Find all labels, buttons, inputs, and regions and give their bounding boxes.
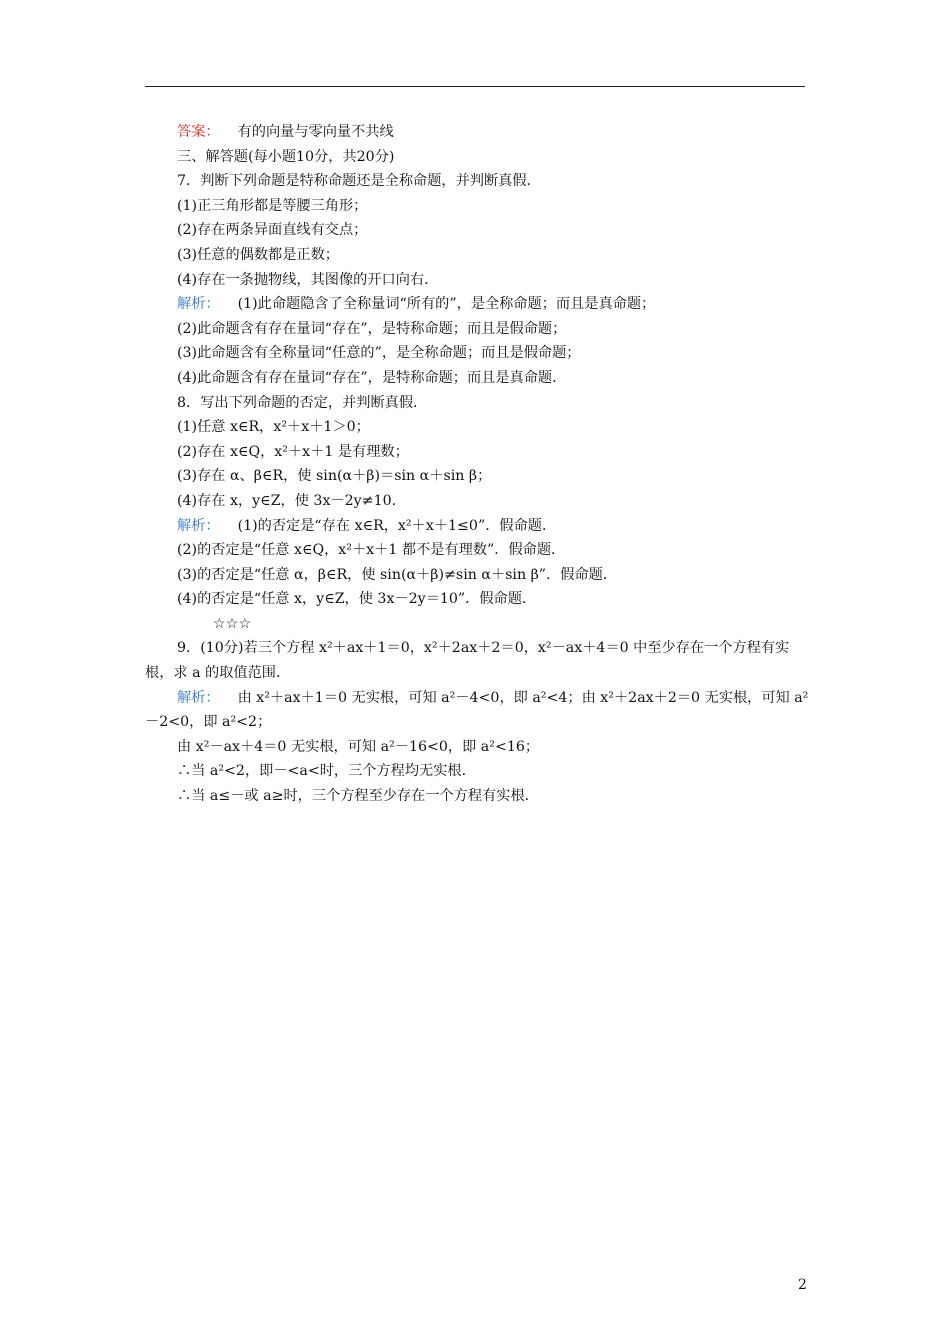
q8-solution-3: (3)的否定是“任意 α，β∈R，使 sin(α＋β)≠sin α＋sin β”．假命题． xyxy=(177,566,618,583)
q8-stem: 8．写出下列命题的否定，并判断真假． xyxy=(177,394,428,411)
q9-stem: 9．(10分)若三个方程 x²＋ax＋1＝0，x²＋2ax＋2＝0，x²－ax＋4＝0 中至少存在一个方程有实根，求 a 的取值范围． xyxy=(145,640,790,682)
q9-solution-1: 由 x²＋ax＋1＝0 无实根，可知 a²－4<0，即 a²<4；由 x²＋2ax＋2＝0 无实根，可知 a²－2<0，即 a²<2； xyxy=(145,689,809,731)
answer-text: 有的向量与零向量不共线 xyxy=(237,124,394,140)
q8-item-1: (1)任意 x∈R，x²＋x＋1＞0； xyxy=(177,419,370,436)
q9-solution-line-1 xyxy=(145,686,810,735)
q7-item-1: (1)正三角形都是等腰三角形； xyxy=(177,197,368,214)
q8-solution-1: (1)的否定是“存在 x∈R，x²＋x＋1≤0”．假命题． xyxy=(237,517,557,534)
header-rule xyxy=(145,86,805,87)
q8-solution-4: (4)的否定是“任意 x，y∈Z，使 3x－2y＝10”．假命题． xyxy=(177,591,537,608)
answer-line xyxy=(145,120,810,145)
q8-item-2: (2)存在 x∈Q，x²＋x＋1 是有理数； xyxy=(177,443,409,460)
q7-item-3: (3)任意的偶数都是正数； xyxy=(177,246,339,263)
q7-solution-line-1 xyxy=(145,292,810,317)
document-body xyxy=(145,120,810,809)
q9-solution-label: 解析： xyxy=(177,689,220,706)
q7-solution-2: (2)此命题含有存在量词“存在”，是特称命题；而且是假命题； xyxy=(177,320,567,337)
page-number: 2 xyxy=(798,1277,807,1293)
answer-label: 答案： xyxy=(177,124,220,140)
q7-stem: 7．判断下列命题是特称命题还是全称命题，并判断真假． xyxy=(177,173,541,190)
q7-item-4: (4)存在一条抛物线，其图像的开口向右． xyxy=(177,271,439,288)
q7-item-2: (2)存在两条异面直线有交点； xyxy=(177,222,368,239)
q8-solution-line-1 xyxy=(145,514,810,539)
q8-solution-2: (2)的否定是“任意 x∈Q，x²＋x＋1 都不是有理数”．假命题． xyxy=(177,542,566,559)
q7-solution-label: 解析： xyxy=(177,296,220,313)
q8-solution-label: 解析： xyxy=(177,517,220,534)
q9-solution-4: ∴当 a≤－或 a≥时，三个方程至少存在一个方程有实根． xyxy=(177,788,539,805)
q7-solution-1: (1)此命题隐含了全称量词“所有的”，是全称命题；而且是真命题； xyxy=(237,296,656,313)
q9-solution-2: 由 x²－ax＋4＝0 无实根，可知 a²－16<0，即 a²<16； xyxy=(177,738,540,755)
q9-solution-3: ∴当 a²<2，即－<a<时，三个方程均无实根． xyxy=(177,763,476,780)
stars-divider: ☆☆☆ xyxy=(213,615,252,632)
q8-item-3: (3)存在 α、β∈R，使 sin(α＋β)＝sin α＋sin β； xyxy=(177,468,492,485)
q8-item-4: (4)存在 x，y∈Z，使 3x－2y≠10. xyxy=(177,492,397,509)
q7-solution-3: (3)此命题含有全称量词“任意的”，是全称命题；而且是假命题； xyxy=(177,345,581,362)
section-heading: 三、解答题(每小题10分，共20分) xyxy=(177,148,395,165)
q7-solution-4: (4)此命题含有存在量词“存在”，是特称命题；而且是真命题． xyxy=(177,369,567,386)
